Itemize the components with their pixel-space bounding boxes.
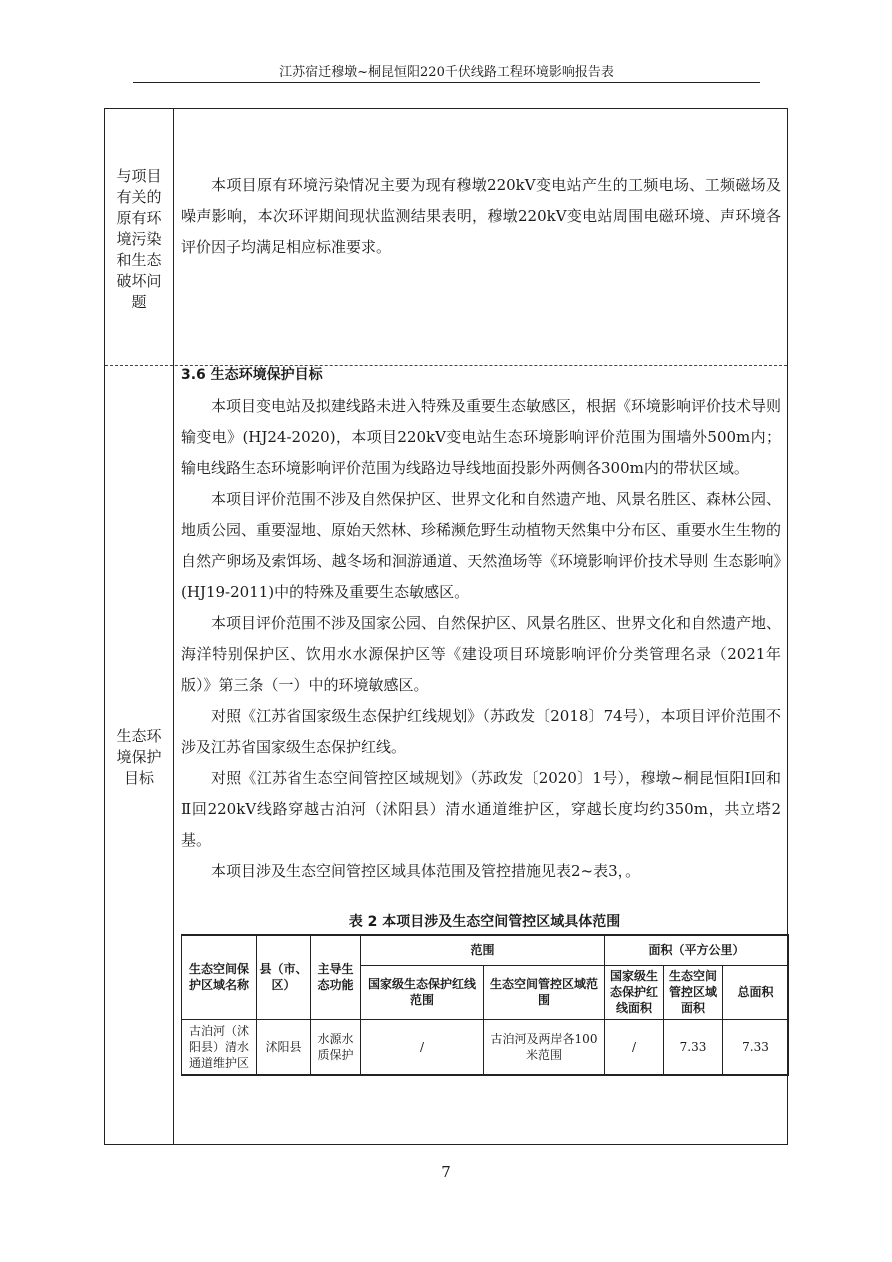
cell-national-range: / xyxy=(361,1019,484,1075)
row-content-existing-pollution xyxy=(181,170,781,263)
th-county: 县（市、区） xyxy=(257,935,311,1019)
row-content-eco-protection xyxy=(181,360,781,887)
page-number: 7 xyxy=(441,1163,451,1181)
section-title: 3.6 生态环境保护目标 xyxy=(181,367,323,383)
th-area-group: 面积（平方公里） xyxy=(605,935,789,965)
cell-area-name: 古泊河（沭阳县）清水通道维护区 xyxy=(182,1019,257,1075)
th-control-area: 生态空间管控区域面积 xyxy=(664,965,723,1019)
header-rule xyxy=(133,82,760,83)
cell-national-area: / xyxy=(605,1019,664,1075)
cell-total-area: 7.33 xyxy=(723,1019,789,1075)
th-national-area: 国家级生态保护红线面积 xyxy=(605,965,664,1019)
th-total-area: 总面积 xyxy=(723,965,789,1019)
table-row xyxy=(182,1019,789,1075)
paragraph: 对照《江苏省国家级生态保护红线规划》（苏政发〔2018〕74号），本项目评价范围不涉及江苏省国家级生态保护红线。 xyxy=(181,707,781,756)
row-label-existing-pollution: 与项目有关的原有环境污染和生态破坏问题 xyxy=(116,167,162,311)
th-area-name: 生态空间保护区域名称 xyxy=(182,935,257,1019)
column-divider xyxy=(173,109,174,1144)
th-range-group: 范围 xyxy=(361,935,605,965)
cell-county: 沭阳县 xyxy=(257,1019,311,1075)
paragraph: 本项目原有环境污染情况主要为现有穆墩220kV变电站产生的工频电场、工频磁场及噪声影响，本次环评期间现状监测结果表明，穆墩220kV变电站周围电磁环境、声环境各评价因子均满足相应标准要求。 xyxy=(181,176,781,256)
cell-control-range: 古泊河及两岸各100米范围 xyxy=(484,1019,605,1075)
table-caption: 表 2 本项目涉及生态空间管控区域具体范围 xyxy=(348,914,621,930)
paragraph: 本项目评价范围不涉及国家公园、自然保护区、风景名胜区、世界文化和自然遗产地、海洋特别保护区、饮用水水源保护区等《建设项目环境影响评价分类管理名录（2021年版）》第三条（一）中的环境敏感区。 xyxy=(181,614,782,694)
paragraph: 本项目涉及生态空间管控区域具体范围及管控措施见表2~表3，。 xyxy=(211,862,641,880)
eco-control-area-table xyxy=(181,934,789,1076)
cell-control-area: 7.33 xyxy=(664,1019,723,1075)
row-label-eco-protection: 生态环境保护目标 xyxy=(116,727,162,787)
th-control-range: 生态空间管控区域范围 xyxy=(484,965,605,1019)
cell-function: 水源水质保护 xyxy=(311,1019,361,1075)
paragraph: 对照《江苏省生态空间管控区域规划》（苏政发〔2020〕1号），穆墩~桐昆恒阳Ⅰ回和Ⅱ回220kV线路穿越古泊河（沭阳县）清水通道维护区，穿越长度均约350m，共立塔2基。 xyxy=(181,769,781,849)
paragraph: 本项目评价范围不涉及自然保护区、世界文化和自然遗产地、风景名胜区、森林公园、地质公园、重要湿地、原始天然林、珍稀濒危野生动植物天然集中分布区、重要水生生物的自然产卵场及索饵场、越冬场和洄游通道、天然渔场等《环境影响评价技术导则 生态影响》(HJ19-2011)中的特殊及重要生态敏感区。 xyxy=(181,490,782,601)
th-national-range: 国家级生态保护红线范围 xyxy=(361,965,484,1019)
page-header: 江苏宿迁穆墩~桐昆恒阳220千伏线路工程环境影响报告表 xyxy=(279,65,614,80)
th-function: 主导生态功能 xyxy=(311,935,361,1019)
report-form-table xyxy=(104,108,788,1145)
paragraph: 本项目变电站及拟建线路未进入特殊及重要生态敏感区，根据《环境影响评价技术导则 输变电》(HJ24-2020)，本项目220kV变电站生态环境影响评价范围为围墙外500m内；输电线路生态环境影响评价范围为线路边导线地面投影外两侧各300m内的带状区域。 xyxy=(181,397,782,477)
